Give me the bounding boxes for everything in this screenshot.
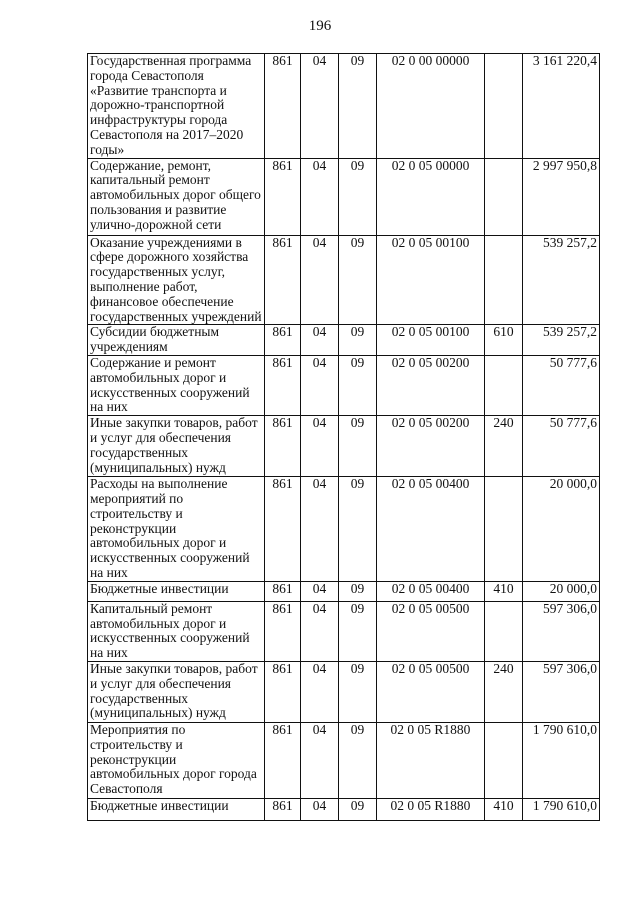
row-section: 04	[301, 477, 339, 582]
table-row	[88, 581, 600, 601]
row-admin: 861	[265, 798, 301, 820]
row-subsection: 09	[339, 235, 377, 325]
row-admin: 861	[265, 661, 301, 722]
row-admin: 861	[265, 54, 301, 159]
table-row	[88, 601, 600, 661]
row-section: 04	[301, 581, 339, 601]
row-section: 04	[301, 798, 339, 820]
row-vr	[485, 477, 523, 582]
row-section: 04	[301, 722, 339, 798]
row-subsection: 09	[339, 661, 377, 722]
row-subsection: 09	[339, 54, 377, 159]
row-section: 04	[301, 416, 339, 477]
row-vr	[485, 355, 523, 415]
row-vr: 240	[485, 661, 523, 722]
row-target: 02 0 00 00000	[377, 54, 485, 159]
table-row	[88, 355, 600, 415]
row-amount: 50 777,6	[523, 355, 600, 415]
row-amount: 3 161 220,4	[523, 54, 600, 159]
row-vr	[485, 54, 523, 159]
row-subsection: 09	[339, 158, 377, 235]
row-subsection: 09	[339, 416, 377, 477]
row-name: Содержание и ремонт автомобильных дорог и искусственных сооружений на них	[88, 355, 265, 415]
page-number: 196	[308, 18, 332, 34]
row-subsection: 09	[339, 325, 377, 356]
row-target: 02 0 05 00100	[377, 235, 485, 325]
row-target: 02 0 05 00100	[377, 325, 485, 356]
row-admin: 861	[265, 416, 301, 477]
row-admin: 861	[265, 581, 301, 601]
table-row	[88, 798, 600, 820]
row-amount: 1 790 610,0	[523, 798, 600, 820]
table-row	[88, 54, 600, 159]
row-name: Государственная программа города Севастополя «Развитие транспорта и дорожно-транспортной инфраструктуры города Севастополя на 2017–2020 годы»	[88, 54, 265, 159]
table-row	[88, 158, 600, 235]
row-section: 04	[301, 661, 339, 722]
row-amount: 539 257,2	[523, 235, 600, 325]
row-admin: 861	[265, 722, 301, 798]
row-subsection: 09	[339, 581, 377, 601]
row-vr	[485, 722, 523, 798]
row-vr: 610	[485, 325, 523, 356]
row-vr	[485, 235, 523, 325]
row-amount: 50 777,6	[523, 416, 600, 477]
row-amount: 597 306,0	[523, 601, 600, 661]
row-name: Бюджетные инвестиции	[88, 798, 265, 820]
row-subsection: 09	[339, 601, 377, 661]
row-section: 04	[301, 235, 339, 325]
table-row	[88, 325, 600, 356]
row-admin: 861	[265, 601, 301, 661]
row-name: Иные закупки товаров, работ и услуг для обеспечения государственных (муниципальных) нужд	[88, 661, 265, 722]
row-target: 02 0 05 00500	[377, 661, 485, 722]
row-target: 02 0 05 00400	[377, 581, 485, 601]
row-target: 02 0 05 00000	[377, 158, 485, 235]
row-vr: 410	[485, 798, 523, 820]
row-admin: 861	[265, 477, 301, 582]
row-subsection: 09	[339, 355, 377, 415]
row-admin: 861	[265, 355, 301, 415]
row-section: 04	[301, 54, 339, 159]
row-amount: 20 000,0	[523, 581, 600, 601]
row-name: Оказание учреждениями в сфере дорожного хозяйства государственных услуг, выполнение работ, финансовое обеспечение государственных учреждений	[88, 235, 265, 325]
row-vr: 410	[485, 581, 523, 601]
row-name: Капитальный ремонт автомобильных дорог и искусственных сооружений на них	[88, 601, 265, 661]
row-amount: 2 997 950,8	[523, 158, 600, 235]
row-subsection: 09	[339, 722, 377, 798]
row-section: 04	[301, 158, 339, 235]
row-section: 04	[301, 325, 339, 356]
table-row	[88, 416, 600, 477]
row-amount: 20 000,0	[523, 477, 600, 582]
row-section: 04	[301, 601, 339, 661]
row-vr: 240	[485, 416, 523, 477]
row-vr	[485, 601, 523, 661]
row-name: Мероприятия по строительству и реконструкции автомобильных дорог города Севастополя	[88, 722, 265, 798]
row-subsection: 09	[339, 798, 377, 820]
table-row	[88, 661, 600, 722]
row-name: Расходы на выполнение мероприятий по строительству и реконструкции автомобильных дорог и искусственных сооружений на них	[88, 477, 265, 582]
row-target: 02 0 05 00500	[377, 601, 485, 661]
table-row	[88, 235, 600, 325]
row-target: 02 0 05 R1880	[377, 722, 485, 798]
row-target: 02 0 05 00200	[377, 416, 485, 477]
row-target: 02 0 05 R1880	[377, 798, 485, 820]
row-amount: 597 306,0	[523, 661, 600, 722]
row-name: Субсидии бюджетным учреждениям	[88, 325, 265, 356]
table-row	[88, 722, 600, 798]
budget-table	[87, 53, 600, 821]
row-admin: 861	[265, 235, 301, 325]
row-admin: 861	[265, 158, 301, 235]
row-subsection: 09	[339, 477, 377, 582]
row-vr	[485, 158, 523, 235]
row-section: 04	[301, 355, 339, 415]
row-amount: 539 257,2	[523, 325, 600, 356]
row-target: 02 0 05 00200	[377, 355, 485, 415]
row-admin: 861	[265, 325, 301, 356]
row-name: Иные закупки товаров, работ и услуг для обеспечения государственных (муниципальных) нужд	[88, 416, 265, 477]
row-target: 02 0 05 00400	[377, 477, 485, 582]
table-row	[88, 477, 600, 582]
row-name: Содержание, ремонт, капитальный ремонт автомобильных дорог общего пользования и развитие улично-дорожной сети	[88, 158, 265, 235]
row-amount: 1 790 610,0	[523, 722, 600, 798]
row-name: Бюджетные инвестиции	[88, 581, 265, 601]
